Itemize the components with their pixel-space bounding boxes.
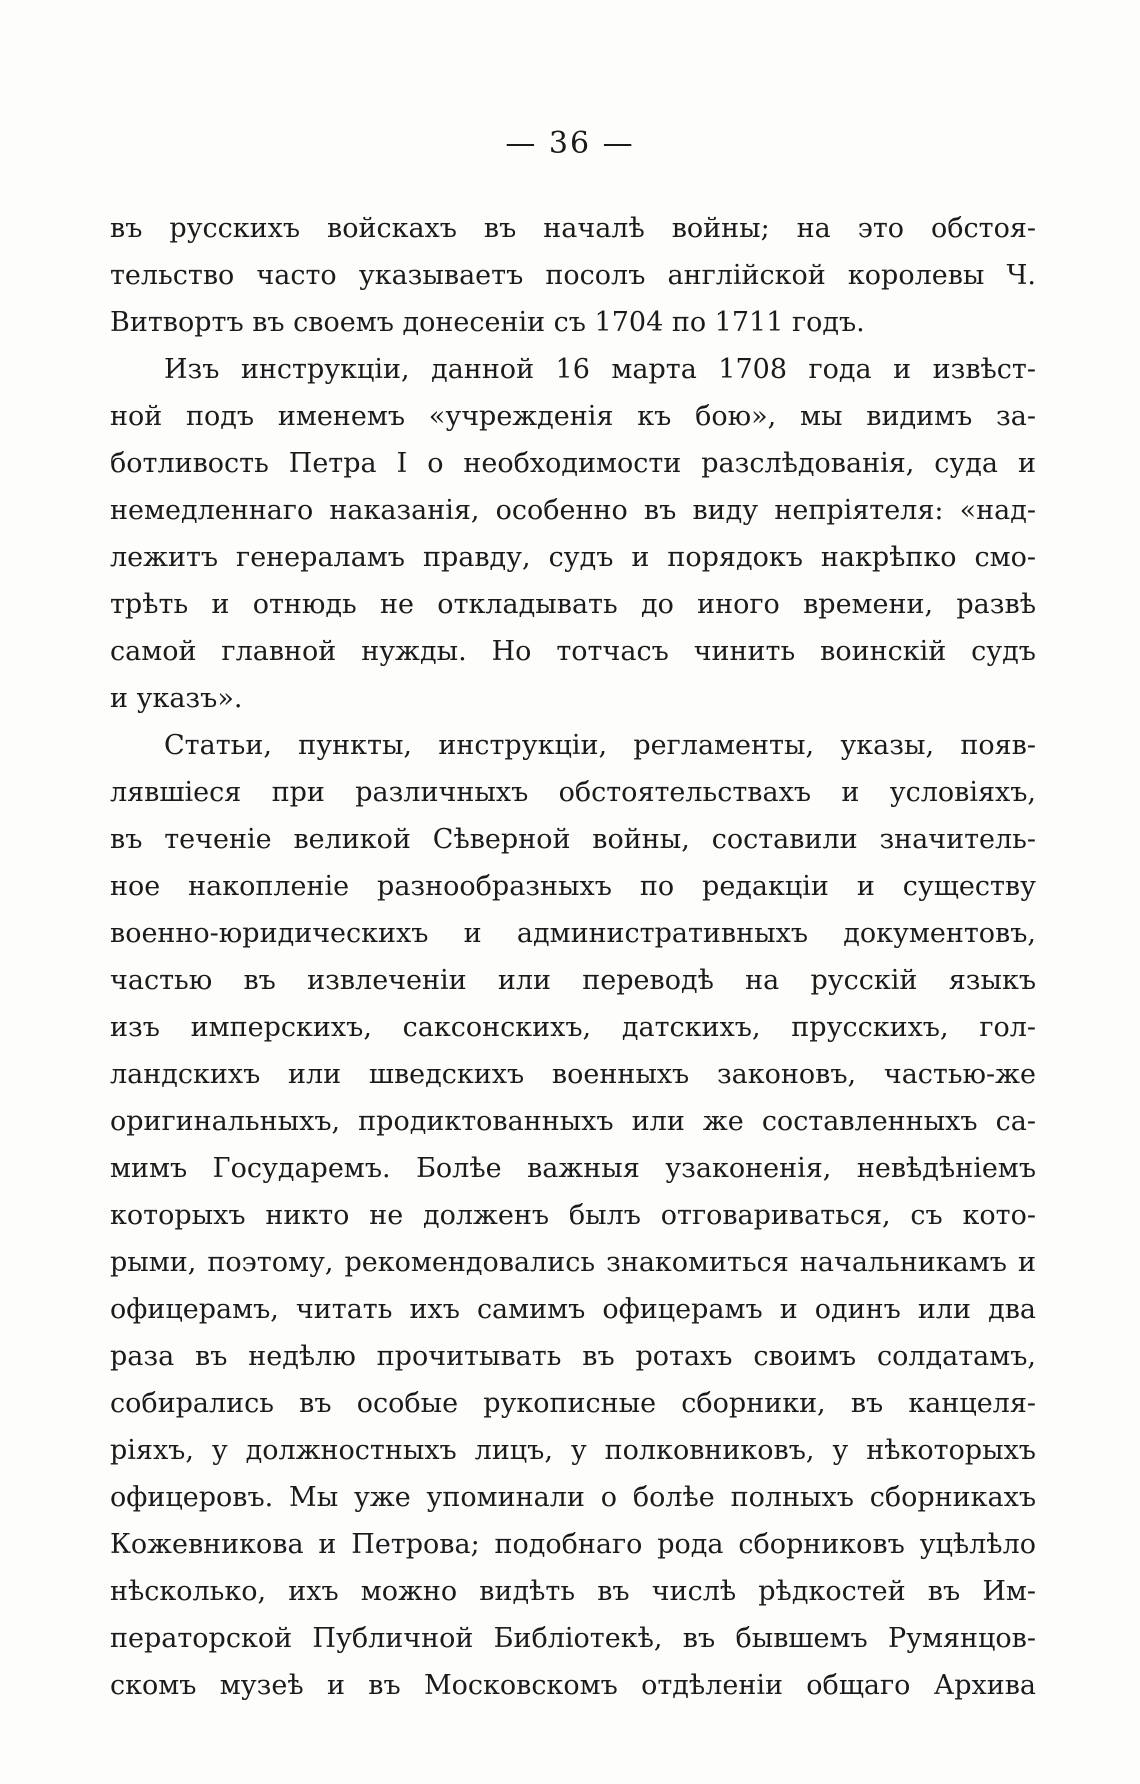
text-line: ное накопленіе разнообразныхъ по редакціи и существу (110, 871, 1036, 902)
paragraph-1 (110, 205, 1036, 346)
text-line: мимъ Государемъ. Болѣе важныя узаконенія, невѣдѣніемъ (110, 1153, 1036, 1184)
text-line: лявшіеся при различныхъ обстоятельствахъ и условіяхъ, (110, 777, 1036, 808)
text-line: Статьи, пункты, инструкціи, регламенты, указы, появ- (164, 730, 1036, 761)
text-line: собирались въ особые рукописные сборники, въ канцеля- (110, 1388, 1036, 1419)
text-line: рыми, поэтому, рекомендовались знакомиться начальникамъ и (110, 1247, 1036, 1278)
text-line: Изъ инструкціи, данной 16 марта 1708 года и извѣст- (164, 354, 1036, 385)
text-line: ботливость Петра I о необходимости разслѣдованія, суда и (110, 448, 1036, 479)
text-line: и указъ». (110, 683, 243, 714)
text-line: изъ имперскихъ, саксонскихъ, датскихъ, прусскихъ, гол- (110, 1012, 1036, 1043)
text-line: нѣсколько, ихъ можно видѣть въ числѣ рѣдкостей въ Им- (110, 1576, 1036, 1607)
text-line: частью въ извлеченіи или переводѣ на русскій языкъ (110, 965, 1036, 996)
text-line: самой главной нужды. Но тотчасъ чинить воинскій судъ (110, 636, 1036, 667)
text-body (110, 205, 1036, 1709)
text-line: немедленнаго наказанія, особенно въ виду непріятеля: «над- (110, 495, 1036, 526)
text-line: ріяхъ, у должностныхъ лицъ, у полковниковъ, у нѣкоторыхъ (110, 1435, 1036, 1466)
text-line: скомъ музеѣ и въ Московскомъ отдѣленіи общаго Архива (110, 1670, 1036, 1701)
page-number: — 36 — (505, 126, 635, 161)
text-line: которыхъ никто не долженъ былъ отговариваться, съ кото- (110, 1200, 1036, 1231)
text-line: офицеровъ. Мы уже упоминали о болѣе полныхъ сборникахъ (110, 1482, 1036, 1513)
text-line: офицерамъ, читать ихъ самимъ офицерамъ и одинъ или два (110, 1294, 1036, 1325)
text-line: ператорской Публичной Библіотекѣ, въ бывшемъ Румянцов- (110, 1623, 1036, 1654)
text-line: лежитъ генераламъ правду, судъ и порядокъ накрѣпко смо- (110, 542, 1036, 573)
text-line: тельство часто указываетъ посолъ англійской королевы Ч. (110, 260, 1036, 291)
text-line: ландскихъ или шведскихъ военныхъ законовъ, частью-же (110, 1059, 1036, 1090)
text-line: Витвортъ въ своемъ донесеніи съ 1704 по 1711 годъ. (110, 307, 865, 338)
text-line: раза въ недѣлю прочитывать въ ротахъ своимъ солдатамъ, (110, 1341, 1036, 1372)
paragraph-2 (110, 346, 1036, 722)
text-line: ной подъ именемъ «учрежденія къ бою», мы видимъ за- (110, 401, 1036, 432)
text-line: трѣть и отнюдь не откладывать до иного времени, развѣ (110, 589, 1036, 620)
text-line: оригинальныхъ, продиктованныхъ или же составленныхъ са- (110, 1106, 1036, 1137)
text-line: военно-юридическихъ и административныхъ документовъ, (110, 918, 1036, 949)
paragraph-3 (110, 722, 1036, 1709)
text-line: въ русскихъ войскахъ въ началѣ войны; на это обстоя- (110, 213, 1036, 244)
text-line: въ теченіе великой Сѣверной войны, составили значитель- (110, 824, 1036, 855)
text-line: Кожевникова и Петрова; подобнаго рода сборниковъ уцѣлѣло (110, 1529, 1036, 1560)
